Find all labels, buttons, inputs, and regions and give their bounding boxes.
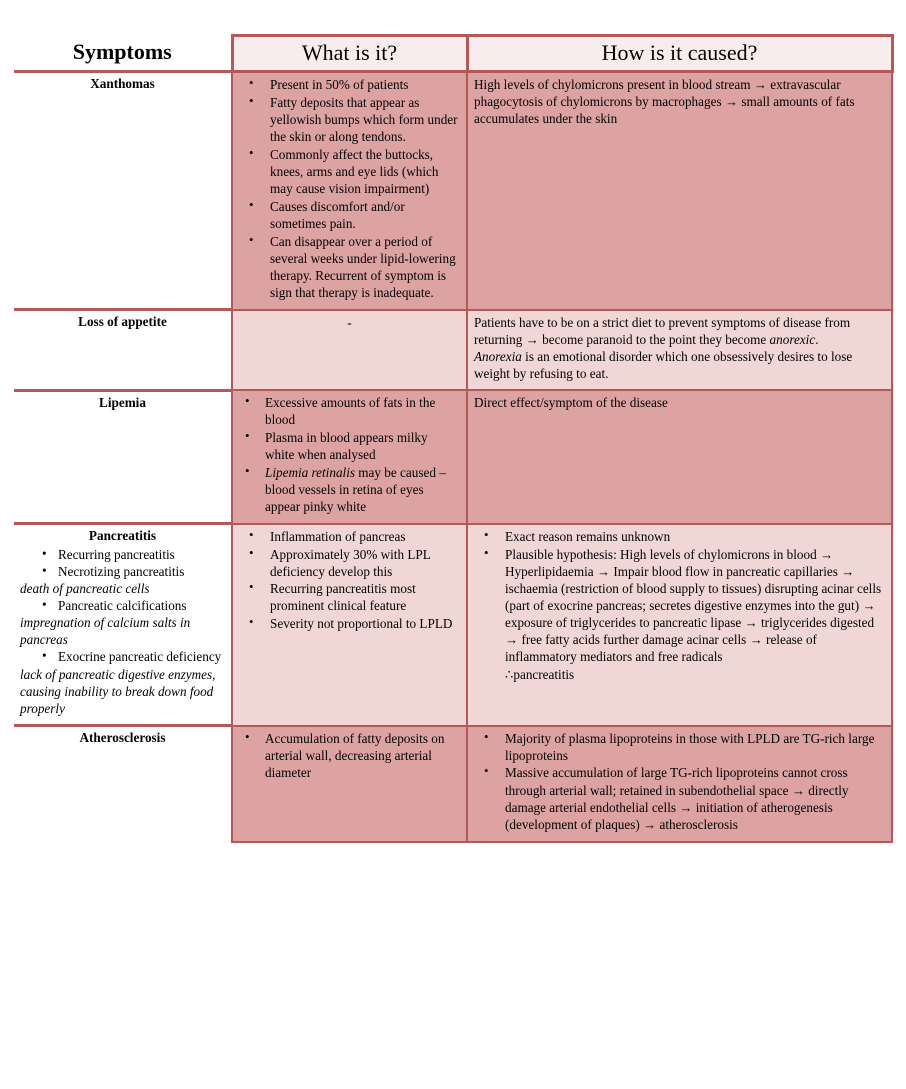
how-paragraph-2 (474, 348, 885, 382)
list-item: • Inflammation of pancreas (239, 528, 460, 545)
empty-dash: - (347, 314, 352, 330)
list-item: • Exocrine pancreatic deficiency (20, 648, 225, 665)
symptom-note: death of pancreatic cells (20, 580, 150, 596)
how-cell-pancreatitis (467, 524, 892, 726)
how-text-a: Patients have to be on a strict diet to prevent symptoms of disease from returning → become paranoid to the point they become (474, 314, 851, 347)
symptom-name-lipemia: Lipemia (14, 390, 232, 524)
list-item (239, 464, 460, 515)
header-row (14, 36, 892, 72)
how-list (474, 730, 885, 833)
how-paragraph: High levels of chylomicrons present in blood stream → extravascular phagocytosis of chylomicrons by macrophages → small amounts of fats accumulates under the skin (474, 77, 855, 127)
list-item-rest: may be caused – blood vessels in retina of eyes appear pinky white (265, 464, 446, 515)
what-list (239, 394, 460, 515)
how-list (474, 528, 885, 666)
what-cell-lipemia (232, 390, 467, 524)
table-row (14, 72, 892, 310)
how-text-c: is an emotional disorder which one obsessively desires to lose weight by refusing to eat. (474, 348, 853, 382)
what-cell-xanthomas (232, 72, 467, 310)
symptom-name-xanthomas: Xanthomas (14, 72, 232, 310)
symptom-sublist (20, 546, 225, 580)
what-list (239, 76, 460, 301)
list-item: • Present in 50% of patients (239, 76, 460, 93)
table-row (14, 310, 892, 391)
list-item: • Severity not proportional to LPLD (239, 615, 460, 632)
list-item: • Majority of plasma lipoproteins in those with LPLD are TG-rich large lipoproteins (474, 730, 885, 764)
list-item: • Necrotizing pancreatitis (20, 563, 225, 580)
how-conclusion: ∴pancreatitis (505, 667, 575, 683)
how-paragraph-1 (474, 314, 885, 348)
list-item: • Causes discomfort and/or sometimes pain. (239, 198, 460, 232)
what-list (239, 528, 460, 632)
list-item: • Massive accumulation of large TG-rich lipoproteins cannot cross through arterial wall; retained in subendothelial space → directly damage arterial endothelial cells → initiation of atherogenesis (development of plaques) → atherosclerosis (474, 764, 885, 833)
how-text-italic-2: Anorexia (474, 348, 522, 364)
list-item: • Plasma in blood appears milky white when analysed (239, 429, 460, 463)
how-cell-lipemia (467, 390, 892, 524)
list-item: • Can disappear over a period of several weeks under lipid-lowering therapy. Recurrent of symptom is sign that therapy is inadequate. (239, 233, 460, 302)
symptom-name-pancreatitis (14, 524, 232, 726)
how-paragraph: Direct effect/symptom of the disease (474, 395, 668, 411)
list-item: • Plausible hypothesis: High levels of chylomicrons in blood → Hyperlipidaemia → Impair blood flow in pancreatic capillaries → ischaemia (restriction of blood supply to tissues) disrupting acinar cells (part of exocrine pancreas; secretes digestive enzymes into the gut) → exposure of triglycerides to pancreatic lipase → triglycerides digested → free fatty acids further damage acinar cells → release of inflammatory mediators and free radicals (474, 546, 885, 666)
list-item: • Approximately 30% with LPL deficiency develop this (239, 546, 460, 580)
what-cell-pancreatitis (232, 524, 467, 726)
list-item: • Commonly affect the buttocks, knees, arms and eye lids (which may cause vision impairment) (239, 146, 460, 197)
symptom-name-atherosclerosis: Atherosclerosis (14, 726, 232, 842)
list-item: • Recurring pancreatitis (20, 546, 225, 563)
symptoms-table (14, 34, 894, 843)
symptom-note: lack of pancreatic digestive enzymes, causing inability to break down food properly (20, 666, 216, 716)
list-item: • Fatty deposits that appear as yellowish bumps which form under the skin or along tendons. (239, 94, 460, 145)
table-row (14, 524, 892, 726)
list-item: • Recurring pancreatitis most prominent clinical feature (239, 580, 460, 614)
what-cell-loss-of-appetite (232, 310, 467, 391)
column-header-what-is-it: What is it? (232, 36, 467, 72)
what-list (239, 730, 460, 781)
list-item: • Accumulation of fatty deposits on arterial wall, decreasing arterial diameter (239, 730, 460, 781)
symptom-title: Pancreatitis (88, 528, 157, 544)
how-cell-loss-of-appetite (467, 310, 892, 391)
list-item: • Excessive amounts of fats in the blood (239, 394, 460, 428)
list-item-italic: Lipemia retinalis (265, 464, 355, 480)
column-header-how-is-it-caused: How is it caused? (467, 36, 892, 72)
table-header (14, 36, 892, 72)
how-text-italic: anorexic (769, 331, 816, 347)
symptom-sublist (20, 648, 225, 665)
how-cell-xanthomas (467, 72, 892, 310)
how-cell-atherosclerosis (467, 726, 892, 842)
symptom-sublist (20, 597, 225, 614)
what-cell-atherosclerosis (232, 726, 467, 842)
list-item: • Exact reason remains unknown (474, 528, 885, 545)
table-row (14, 726, 892, 842)
symptom-name-loss-of-appetite: Loss of appetite (14, 310, 232, 391)
table-body (14, 72, 892, 842)
how-text-b: . (815, 331, 819, 347)
table-row (14, 390, 892, 524)
column-header-symptoms: Symptoms (14, 36, 232, 72)
symptom-note: impregnation of calcium salts in pancreas (20, 615, 191, 648)
list-item: • Pancreatic calcifications (20, 597, 225, 614)
